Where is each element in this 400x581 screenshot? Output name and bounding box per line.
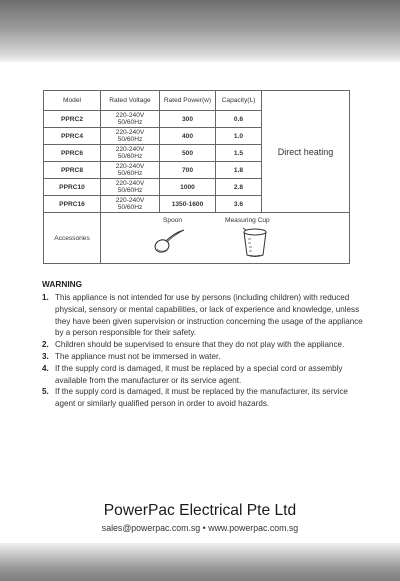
warning-text: The appliance must not be immersed in water. [55, 351, 221, 361]
voltage-cell: 220-240V 50/60Hz [101, 196, 160, 213]
voltage-cell: 220-240V 50/60Hz [101, 111, 160, 128]
power-cell: 700 [160, 162, 216, 179]
warning-number: 3. [42, 351, 49, 361]
warning-text: If the supply cord is damaged, it must be replaced by a special cord or assembly available from the manufacturer or its service agent. [55, 363, 343, 385]
warning-text: This appliance is not intended for use by persons (including children) with reduced physical, sensory or mental capabilities, or lack of experience and knowledge, unless they have been given supervision or instruction concerning the usage of the appliance by a person responsible for their safety. [55, 293, 363, 338]
capacity-cell: 1.0 [216, 128, 262, 145]
heating-type-cell: Direct heating [262, 91, 350, 213]
model-cell: PPRC6 [44, 145, 101, 162]
col-header-power: Rated Power(w) [160, 91, 216, 111]
warning-text: Children should be supervised to ensure that they do not play with the appliance. [55, 340, 345, 350]
model-cell: PPRC10 [44, 179, 101, 196]
spec-table [43, 90, 350, 264]
accessories-row [44, 213, 350, 264]
website-link[interactable]: www.powerpac.com.sg [208, 523, 299, 533]
power-cell: 1350-1600 [160, 196, 216, 213]
power-cell: 400 [160, 128, 216, 145]
model-cell: PPRC16 [44, 196, 101, 213]
warning-item [42, 386, 370, 410]
power-cell: 1000 [160, 179, 216, 196]
warning-text: If the supply cord is damaged, it must be replaced by the manufacturer, its service agent or similarly qualified person in order to avoid hazards. [55, 387, 348, 409]
warning-number: 2. [42, 340, 49, 350]
model-cell: PPRC4 [44, 128, 101, 145]
model-cell: PPRC8 [44, 162, 101, 179]
model-cell: PPRC2 [44, 111, 101, 128]
capacity-cell: 0.6 [216, 111, 262, 128]
warning-number: 1. [42, 293, 49, 302]
contact-line [0, 523, 400, 533]
capacity-cell: 2.8 [216, 179, 262, 196]
spoon-label: Spoon [163, 217, 183, 224]
warning-title: WARNING [42, 279, 83, 289]
power-cell: 500 [160, 145, 216, 162]
capacity-cell: 3.6 [216, 196, 262, 213]
voltage-cell: 220-240V 50/60Hz [101, 179, 160, 196]
footer-band [0, 543, 400, 581]
capacity-cell: 1.8 [216, 162, 262, 179]
power-cell: 300 [160, 111, 216, 128]
warning-number: 4. [42, 363, 49, 373]
spoon-icon [153, 227, 187, 257]
header-band [0, 0, 400, 62]
capacity-cell: 1.5 [216, 145, 262, 162]
separator-dot: • [202, 523, 206, 533]
warning-item [42, 339, 370, 351]
col-header-capacity: Capacity(L) [216, 91, 262, 111]
email-link[interactable]: sales@powerpac.com.sg [101, 523, 201, 533]
warning-item [42, 363, 370, 387]
voltage-cell: 220-240V 50/60Hz [101, 145, 160, 162]
voltage-cell: 220-240V 50/60Hz [101, 128, 160, 145]
col-header-voltage: Rated Voltage [101, 91, 160, 111]
warning-list [42, 292, 370, 410]
col-header-model: Model [44, 91, 101, 111]
accessories-label: Accessories [44, 213, 101, 264]
warning-item [42, 351, 370, 363]
warning-item [42, 292, 370, 339]
company-name: PowerPac Electrical Pte Ltd [103, 502, 297, 519]
measuring-cup-label: Measuring Cup [225, 217, 270, 224]
voltage-cell: 220-240V 50/60Hz [101, 162, 160, 179]
measuring-cup-icon [241, 227, 269, 259]
table-header-row [44, 91, 350, 111]
warning-number: 5. [42, 387, 49, 397]
accessories-cell [101, 213, 350, 264]
